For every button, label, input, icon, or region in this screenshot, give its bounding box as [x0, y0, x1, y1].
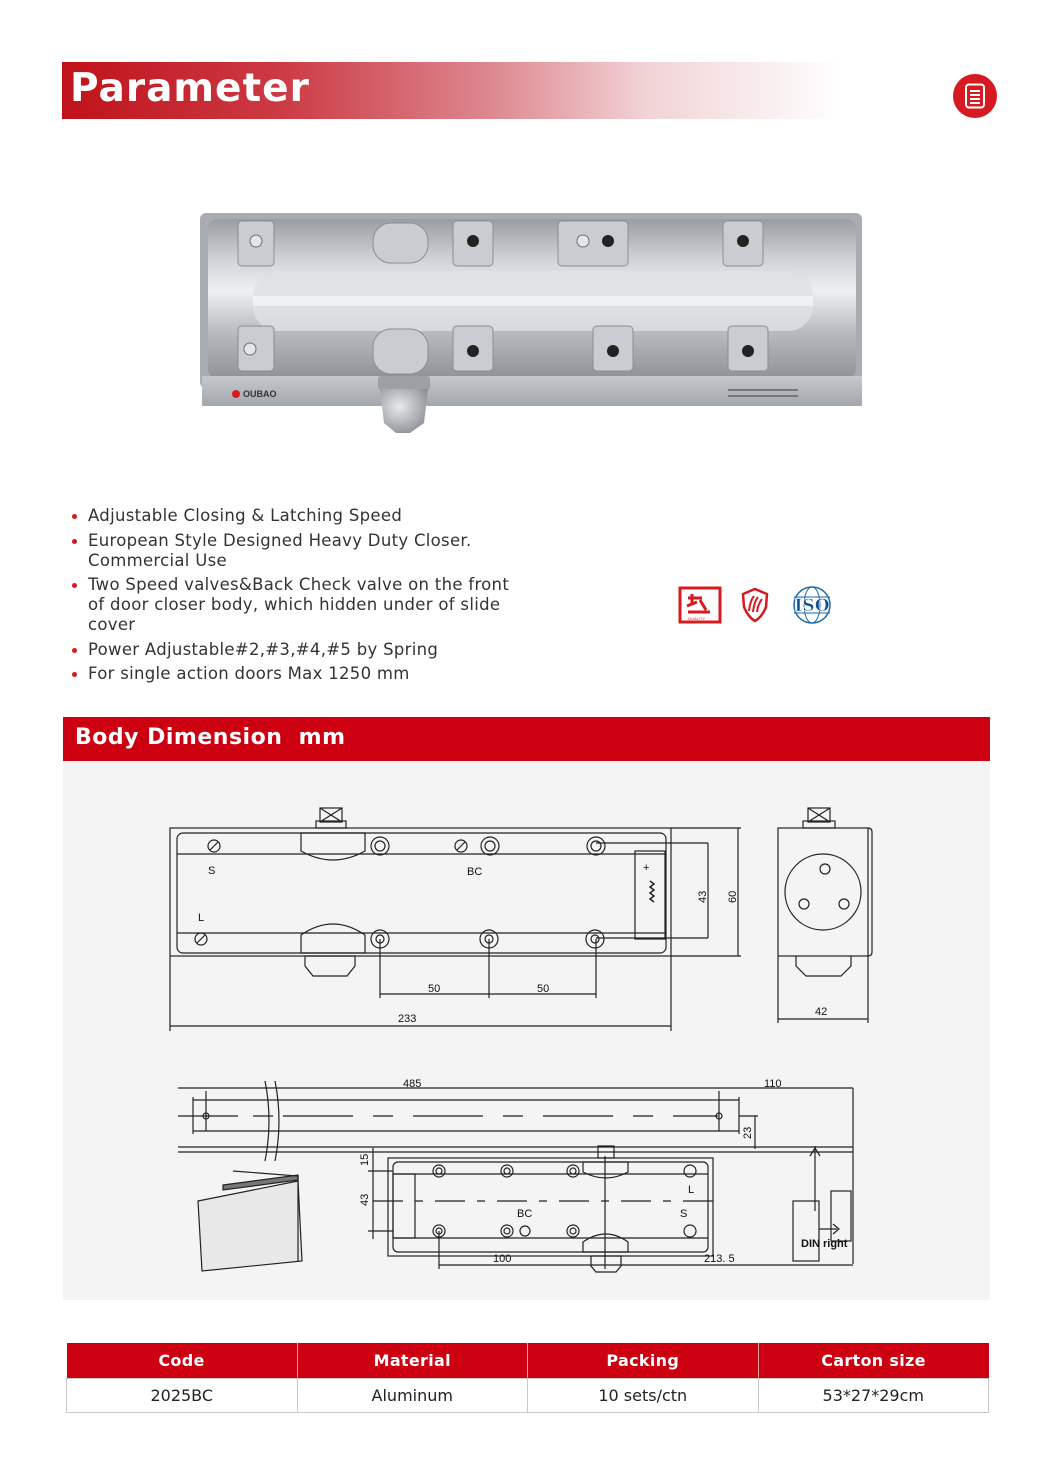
bullet-icon: [72, 539, 77, 544]
cell-code: 2025BC: [67, 1378, 298, 1412]
svg-text:23: 23: [742, 1126, 754, 1139]
svg-text:50: 50: [537, 983, 550, 995]
cell-material: Aluminum: [297, 1378, 528, 1412]
fire-rated-shield-icon: [740, 587, 770, 623]
table-row: [67, 1378, 989, 1412]
column-header-carton-size: Carton size: [758, 1343, 989, 1378]
svg-text:100: 100: [493, 1253, 512, 1265]
svg-text:42: 42: [815, 1006, 828, 1018]
cell-packing: 10 sets/ctn: [528, 1378, 759, 1412]
svg-text:43: 43: [697, 890, 709, 903]
svg-text:233: 233: [398, 1013, 417, 1025]
svg-text:BC: BC: [467, 866, 483, 878]
bullet-icon: [72, 648, 77, 653]
svg-text:OUBAO: OUBAO: [243, 389, 277, 399]
svg-text:BC: BC: [517, 1208, 533, 1220]
feature-item: European Style Designed Heavy Duty Closer. Commercial Use: [70, 531, 510, 571]
spec-table: [66, 1343, 989, 1413]
feature-list: [70, 506, 510, 689]
feature-item: Two Speed valves&Back Check valve on the front of door closer body, which hidden under of slide cover: [70, 575, 510, 635]
feature-item: Adjustable Closing & Latching Speed: [70, 506, 510, 526]
parameter-header: [62, 62, 842, 119]
table-header-row: [67, 1343, 989, 1378]
document-list-icon[interactable]: [953, 74, 997, 118]
cell-carton-size: 53*27*29cm: [758, 1378, 989, 1412]
bullet-icon: [72, 583, 77, 588]
side-view-drawing: [778, 808, 872, 1023]
column-header-material: Material: [297, 1343, 528, 1378]
svg-text:S: S: [208, 865, 216, 877]
column-header-packing: Packing: [528, 1343, 759, 1378]
install-view-drawing: [178, 1081, 853, 1272]
bullet-icon: [72, 514, 77, 519]
svg-text:DIN right: DIN right: [801, 1238, 848, 1250]
svg-text:213. 5: 213. 5: [704, 1253, 735, 1265]
product-image: [198, 211, 866, 436]
svg-text:L: L: [688, 1184, 695, 1196]
dimension-drawing: [63, 761, 990, 1300]
svg-text:S: S: [680, 1208, 688, 1220]
svg-text:L: L: [198, 912, 205, 924]
svg-text:485: 485: [403, 1078, 422, 1090]
svg-text:+: +: [643, 862, 650, 874]
bullet-icon: [72, 672, 77, 677]
svg-text:15: 15: [359, 1153, 371, 1166]
svg-text:ISO: ISO: [794, 596, 830, 616]
top-view-drawing: [170, 808, 741, 1031]
svg-text:110: 110: [764, 1078, 782, 1090]
quality-certificate-icon: [678, 586, 722, 624]
feature-item: For single action doors Max 1250 mm: [70, 664, 510, 684]
certification-logos: [678, 585, 836, 625]
feature-item: Power Adjustable#2,#3,#4,#5 by Spring: [70, 640, 510, 660]
column-header-code: Code: [67, 1343, 298, 1378]
svg-text:50: 50: [428, 983, 441, 995]
body-dimension-header: [63, 717, 990, 761]
svg-text:60: 60: [727, 890, 739, 903]
page-title: Parameter: [70, 66, 310, 111]
svg-text:43: 43: [359, 1193, 371, 1206]
iso-globe-icon: [788, 585, 836, 625]
svg-text:QUALITY: QUALITY: [688, 616, 706, 621]
section-title: Body Dimension mm: [75, 725, 346, 750]
